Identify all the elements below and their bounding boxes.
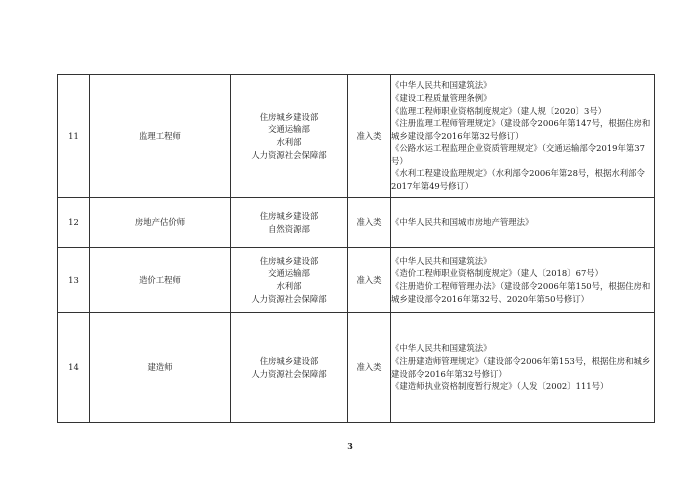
basis-item: 《监理工程师职业资格制度规定》（建人规〔2020〕3号）	[391, 105, 607, 116]
department-list	[231, 313, 348, 423]
department-item: 人力资源社会保障部	[251, 149, 327, 160]
row-number: 11	[58, 75, 90, 198]
category: 准入类	[348, 75, 391, 198]
row-number: 12	[58, 198, 90, 248]
basis-item: 《水利工程建设监理规定》（水利部令2006年第28号，根据水利部令2017年第49号修订）	[391, 168, 645, 192]
qualification-name: 造价工程师	[90, 248, 231, 313]
basis-item: 《中华人民共和国建筑法》	[391, 343, 492, 354]
basis-item: 《中华人民共和国建筑法》	[391, 255, 492, 266]
department-list	[231, 198, 348, 248]
category: 准入类	[348, 313, 391, 423]
department-item: 住房城乡建设部	[259, 355, 319, 366]
basis-item: 《中华人民共和国城市房地产管理法》	[391, 217, 534, 228]
department-item: 水利部	[276, 137, 302, 147]
table-row	[58, 313, 655, 423]
basis-item: 《注册造价工程师管理办法》（建设部令2006年第150号，根据住房和城乡建设部令2016年第32号、2020年第50号修订）	[391, 281, 651, 304]
category: 准入类	[348, 198, 391, 248]
basis-list	[391, 313, 655, 423]
department-item: 交通运输部	[268, 124, 310, 135]
basis-item: 《公路水运工程监理企业资质管理规定》（交通运输部令2019年第37号）	[391, 143, 645, 166]
basis-list	[391, 248, 655, 313]
department-item: 人力资源社会保障部	[251, 293, 327, 304]
basis-item: 《注册建造师管理规定》（建设部令2006年第153号，根据住房和城乡建设部令2016年第32号修订）	[391, 355, 651, 379]
department-item: 住房城乡建设部	[259, 255, 319, 266]
basis-item: 《中华人民共和国建筑法》	[391, 80, 492, 91]
department-item: 水利部	[276, 281, 302, 291]
basis-item: 《注册监理工程师管理规定》（建设部令2006年第147号，根据住房和城乡建设部令2016年第32号修订）	[391, 118, 651, 141]
page-number: 3	[347, 441, 353, 451]
department-item: 住房城乡建设部	[259, 210, 319, 221]
qualification-name: 建造师	[90, 313, 231, 423]
basis-list	[391, 198, 655, 248]
department-list	[231, 75, 348, 198]
table-row	[58, 248, 655, 313]
qualification-name: 房地产估价师	[90, 198, 231, 248]
table-row	[58, 198, 655, 248]
qualification-name: 监理工程师	[90, 75, 231, 198]
department-list	[231, 248, 348, 313]
department-item: 自然资源部	[268, 223, 310, 234]
qualification-table	[57, 74, 655, 423]
basis-item: 《建造师执业资格制度暂行规定》（人发〔2002〕111号）	[391, 381, 609, 392]
category: 准入类	[348, 248, 391, 313]
row-number: 14	[58, 313, 90, 423]
basis-item: 《造价工程师职业资格制度规定》（建人〔2018〕67号）	[391, 268, 604, 279]
row-number: 13	[58, 248, 90, 313]
department-item: 人力资源社会保障部	[251, 368, 327, 379]
department-item: 住房城乡建设部	[259, 111, 319, 122]
basis-list	[391, 75, 655, 198]
department-item: 交通运输部	[268, 268, 310, 279]
basis-item: 《建设工程质量管理条例》	[391, 92, 492, 103]
table-row	[58, 75, 655, 198]
